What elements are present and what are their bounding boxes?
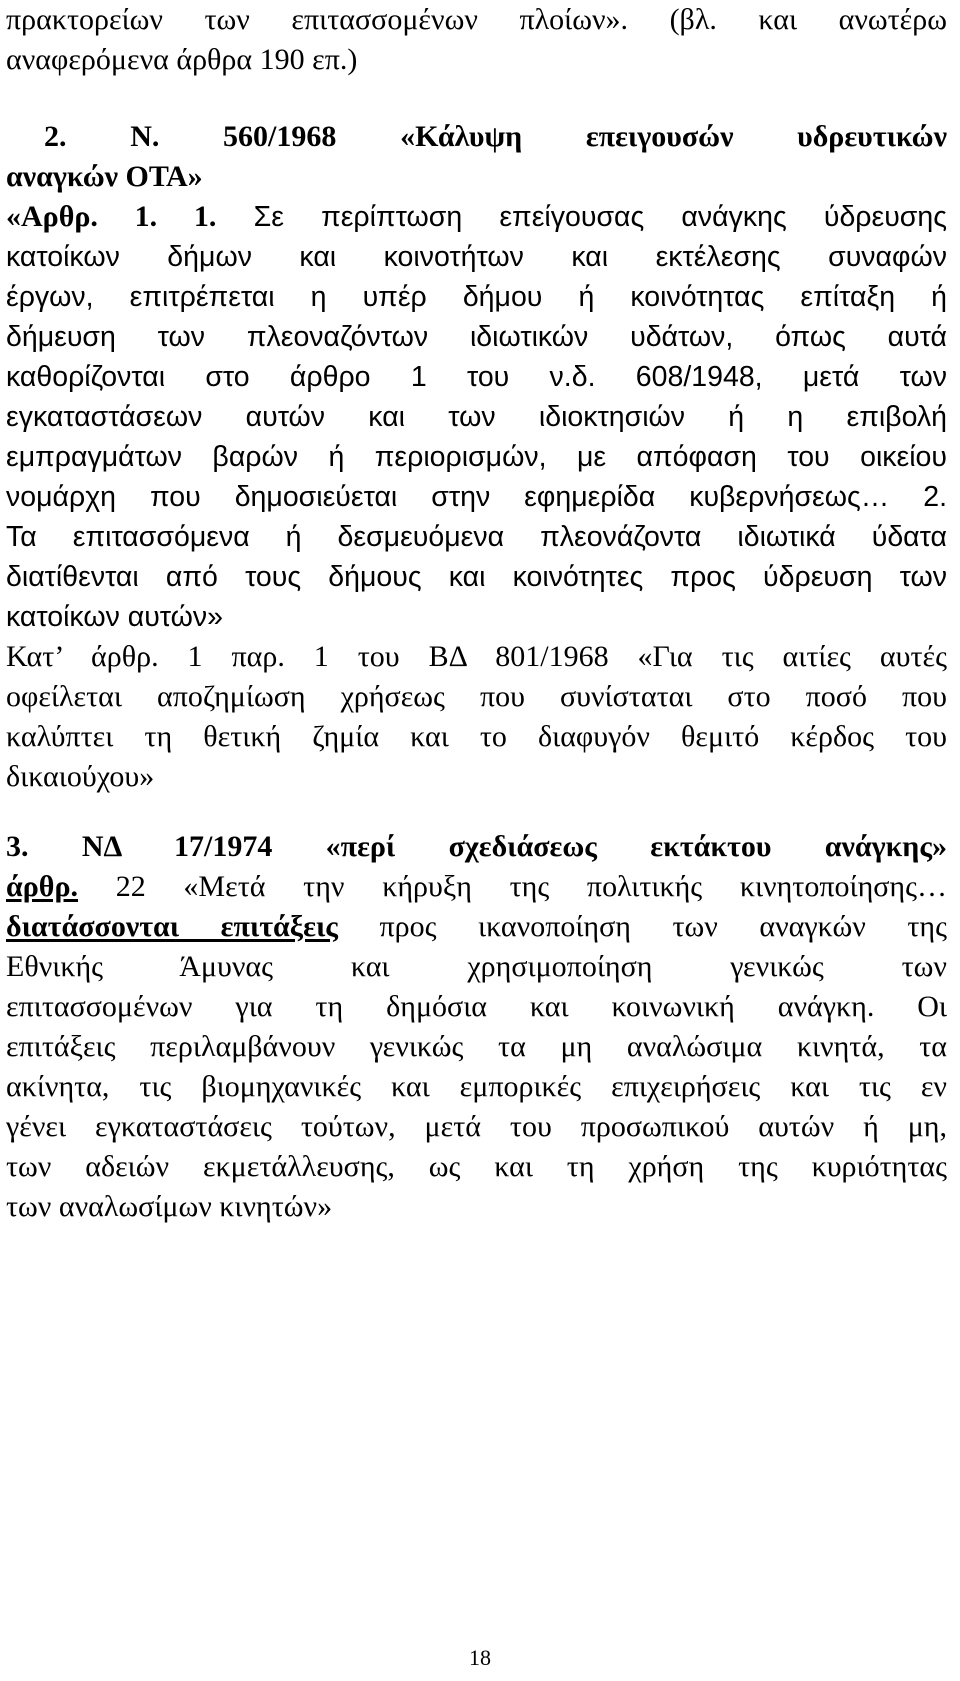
- text-line: [6, 355, 947, 399]
- text-span: ακίνητα, τις βιομηχανικές και εμπορικές επιχειρήσεις και τις εν: [6, 1070, 947, 1103]
- text-span: καθορίζονται στο άρθρο 1 του ν.δ. 608/1948, μετά των: [6, 361, 947, 393]
- text-span: Κατ’ άρθρ. 1 παρ. 1 του ΒΔ 801/1968 «Για τις αιτίες αυτές: [6, 640, 947, 673]
- text-span: αναφερόμενα άρθρα 190 επ.): [6, 43, 358, 76]
- text-line: [6, 715, 947, 759]
- heading-text: αναγκών ΟΤΑ»: [6, 160, 203, 193]
- text-line: [6, 515, 947, 559]
- text-span: νομάρχη που δημοσιεύεται στην εφημερίδα κυβερνήσεως… 2.: [6, 481, 947, 513]
- text-span: εμπραγμάτων βαρών ή περιορισμών, με απόφαση του οικείου: [6, 441, 947, 473]
- text-span: γένει εγκαταστάσεις τούτων, μετά του προσωπικού αυτών ή μη,: [6, 1110, 947, 1143]
- section-heading: [6, 825, 947, 869]
- text-span: των αναλωσίμων κινητών»: [6, 1190, 333, 1223]
- text-line: [6, 905, 947, 949]
- text-line: [6, 0, 947, 42]
- article-ref: άρθρ.: [6, 870, 79, 903]
- text-span: 22 «Μετά την κήρυξη της πολιτικής κινητοποίησης…: [78, 870, 947, 903]
- text-line: [6, 435, 947, 479]
- text-line: [6, 635, 947, 679]
- heading-text: 3. ΝΔ 17/1974 «περί σχεδιάσεως εκτάκτου ανάγκης»: [6, 830, 947, 863]
- text-line: [6, 1145, 947, 1189]
- text-span: Εθνικής Άμυνας και χρησιμοποίηση γενικώς των: [6, 950, 947, 983]
- text-span: έργων, επιτρέπεται η υπέρ δήμου ή κοινότητας επίταξη ή: [6, 281, 947, 313]
- text-span: καλύπτει τη θετική ζημία και το διαφυγόν θεμιτό κέρδος του: [6, 720, 947, 753]
- text-line: [6, 475, 947, 519]
- emphasis-text: διατάσσονται επιτάξεις: [6, 910, 338, 943]
- text-span: δικαιούχου»: [6, 760, 155, 793]
- heading-text: 2. Ν. 560/1968 «Κάλυψη επειγουσών υδρευτικών: [44, 120, 947, 153]
- text-span: διατίθενται από τους δήμους και κοινότητες προς ύδρευση των: [6, 561, 947, 593]
- text-span: πρακτορείων των επιτασσομένων πλοίων». (βλ. και ανωτέρω: [6, 3, 947, 36]
- text-span: προς ικανοποίηση των αναγκών της: [337, 910, 947, 943]
- text-span: Τα επιτασσόμενα ή δεσμευόμενα πλεονάζοντα ιδιωτικά ύδατα: [6, 521, 947, 553]
- text-line: [6, 755, 947, 799]
- text-line: [6, 1185, 947, 1229]
- text-span: επιτάξεις περιλαμβάνουν γενικώς τα μη αναλώσιμα κινητά, τα: [6, 1030, 947, 1063]
- text-span: οφείλεται αποζημίωση χρήσεως που συνίσταται στο ποσό που: [6, 680, 947, 713]
- text-line: [6, 315, 947, 359]
- text-span: επιτασσομένων για τη δημόσια και κοινωνική ανάγκη. Οι: [6, 990, 947, 1023]
- text-span: των αδειών εκμετάλλευσης, ως και τη χρήση της κυριότητας: [6, 1150, 947, 1183]
- text-line: [6, 395, 947, 439]
- text-line: [6, 985, 947, 1029]
- text-line: [6, 1105, 947, 1149]
- text-line: [6, 38, 947, 82]
- text-span: κατοίκων δήμων και κοινοτήτων και εκτέλεσης συναφών: [6, 241, 947, 273]
- text-line: [6, 675, 947, 719]
- text-line: [6, 1065, 947, 1109]
- text-line: [6, 945, 947, 989]
- article-ref: «Αρθρ. 1. 1.: [6, 200, 217, 233]
- text-line: [6, 595, 947, 639]
- text-span: κατοίκων αυτών»: [6, 601, 224, 633]
- section-heading: [6, 155, 947, 199]
- text-line: [6, 195, 947, 239]
- text-line: [6, 1025, 947, 1069]
- text-span: δήμευση των πλεοναζόντων ιδιωτικών υδάτων, όπως αυτά: [6, 321, 947, 353]
- text-line: [6, 235, 947, 279]
- section-heading: [44, 115, 947, 159]
- text-span: εγκαταστάσεων αυτών και των ιδιοκτησιών ή η επιβολή: [6, 401, 947, 433]
- text-line: [6, 865, 947, 909]
- page-number: 18: [469, 1645, 491, 1670]
- text-span: Σε περίπτωση επείγουσας ανάγκης ύδρευσης: [216, 201, 947, 233]
- text-line: [6, 555, 947, 599]
- text-line: [6, 275, 947, 319]
